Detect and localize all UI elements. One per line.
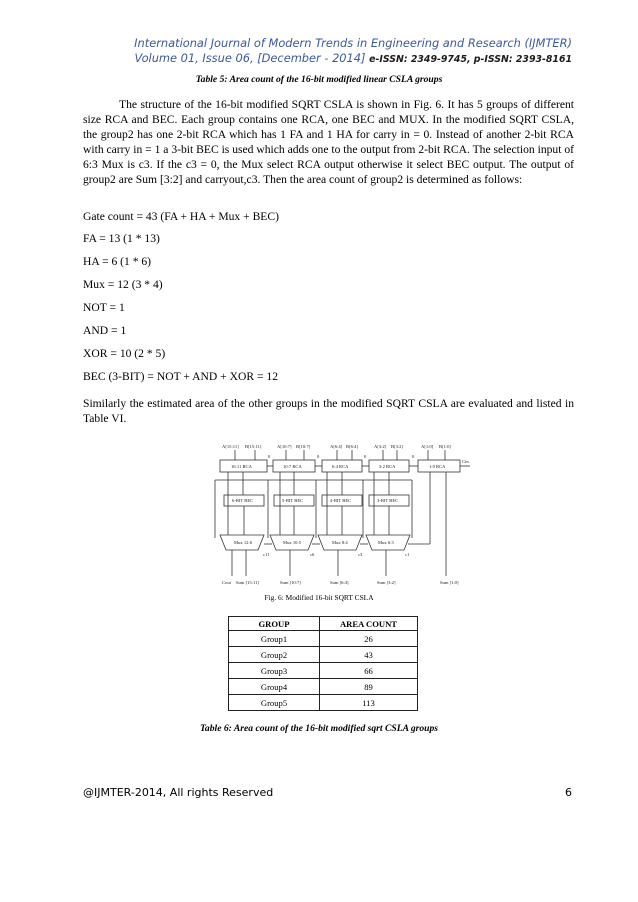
mux-label: Mux 12:6 <box>234 540 252 545</box>
input-label: B[15:11] <box>245 444 262 449</box>
input-label: A[15:11] <box>222 444 239 449</box>
output-label: Sum [1:0] <box>440 580 459 585</box>
mux-label: Mux 10:5 <box>283 540 301 545</box>
rca-label: 16:11 RCA <box>231 464 252 469</box>
table-row <box>229 647 418 663</box>
table-row <box>229 663 418 679</box>
body-paragraph-2: Similarly the estimated area of the other groups in the modified SQRT CSLA are evaluated and listed in Table VI. <box>83 397 574 426</box>
group-cell: Group5 <box>229 695 320 711</box>
output-label: Sum [6:4] <box>330 580 349 585</box>
output-label: Sum [3:2] <box>377 580 396 585</box>
carry-label: c11 <box>263 552 270 557</box>
cin-label: Cin <box>462 459 469 464</box>
input-label: A[3:2] <box>374 444 387 449</box>
area-count-table <box>228 616 418 711</box>
page-footer <box>83 786 572 799</box>
equation-gate-count: Gate count = 43 (FA + HA + Mux + BEC) <box>83 210 279 223</box>
bec-label: 3-BIT BEC <box>377 498 399 503</box>
area-cell: 113 <box>320 695 418 711</box>
table-row <box>229 679 418 695</box>
output-label: Cout <box>222 580 231 585</box>
issn-info: e-ISSN: 2349-9745, p-ISSN: 2393-8161 <box>369 54 572 65</box>
bec-label: 6-BIT BEC <box>232 498 254 503</box>
area-cell: 89 <box>320 679 418 695</box>
carry-label: c3 <box>358 552 363 557</box>
equation-mux: Mux = 12 (3 * 4) <box>83 278 163 291</box>
equation-ha: HA = 6 (1 * 6) <box>83 255 152 268</box>
table-row <box>229 631 418 647</box>
input-label: B[6:4] <box>346 444 358 449</box>
group-cell: Group3 <box>229 663 320 679</box>
group-cell: Group4 <box>229 679 320 695</box>
group-cell: Group1 <box>229 631 320 647</box>
input-label: A[6:4] <box>330 444 343 449</box>
page-number: 6 <box>565 786 572 799</box>
equation-fa: FA = 13 (1 * 13) <box>83 232 160 245</box>
output-label: Sum [10:7] <box>280 580 301 585</box>
input-label: B[1:0] <box>439 444 451 449</box>
bec-label: 4-BIT BEC <box>330 498 352 503</box>
journal-title: International Journal of Modern Trends in Engineering and Research (IJMTER) <box>134 36 572 50</box>
bec-label: 5-BIT BEC <box>282 498 304 503</box>
rca-label: 1:0 RCA <box>429 464 446 469</box>
output-label: Sum [15:11] <box>236 580 259 585</box>
area-cell: 26 <box>320 631 418 647</box>
rca-label: 6:4 RCA <box>332 464 349 469</box>
equation-bec: BEC (3-BIT) = NOT + AND + XOR = 12 <box>83 370 279 383</box>
input-label: A[10:7] <box>277 444 292 449</box>
rca-label: 10:7 RCA <box>283 464 302 469</box>
copyright-text: @IJMTER-2014, All rights Reserved <box>83 786 274 799</box>
input-label: B[3:2] <box>391 444 403 449</box>
rca-label: 3:2 RCA <box>379 464 396 469</box>
input-label: A[1:0] <box>421 444 434 449</box>
area-cell: 66 <box>320 663 418 679</box>
table-header-row <box>229 617 418 631</box>
carry-label: c6 <box>310 552 315 557</box>
volume-info: Volume 01, Issue 06, [December - 2014] <box>134 51 366 65</box>
sqrt-csla-diagram <box>0 438 638 598</box>
mux-label: Mux 6:3 <box>378 540 394 545</box>
table5-caption: Table 5: Area count of the 16-bit modified linear CSLA groups <box>195 74 443 85</box>
figure6-caption: Fig. 6: Modified 16-bit SQRT CSLA <box>264 593 374 602</box>
carry-label: c1 <box>405 552 410 557</box>
zero-label: 0 <box>268 454 271 459</box>
column-header: AREA COUNT <box>320 617 418 631</box>
input-label: B[10:7] <box>296 444 311 449</box>
equation-not: NOT = 1 <box>83 301 125 314</box>
table6-caption: Table 6: Area count of the 16-bit modified sqrt CSLA groups <box>199 723 439 734</box>
group-cell: Group2 <box>229 647 320 663</box>
zero-label: 0 <box>364 454 367 459</box>
area-cell: 43 <box>320 647 418 663</box>
volume-issn-line <box>134 51 572 67</box>
body-paragraph-1: The structure of the 16-bit modified SQRT CSLA is shown in Fig. 6. It has 5 groups of different size RCA and BEC. Each group contains one RCA, one BEC and MUX. In the modified SQRT CSLA, the group2 has one 2-bit RCA which has 1 FA and 1 HA for carry in = 0. Instead of another 2-bit RCA with carry in = 1 a 3-bit BEC is used which adds one to the output from 2-bit RCA. The selection input of 6:3 Mux is c3. If the c3 = 0, the Mux select RCA output otherwise it select BEC output. The output of group2 are Sum [3:2] and carryout,c3. Then the area count of group2 is determined as follows: <box>83 98 574 187</box>
equation-xor: XOR = 10 (2 * 5) <box>83 347 166 360</box>
zero-label: 0 <box>412 454 415 459</box>
column-header: GROUP <box>229 617 320 631</box>
zero-label: 0 <box>317 454 320 459</box>
mux-label: Mux 8:4 <box>332 540 348 545</box>
equation-and: AND = 1 <box>83 324 127 337</box>
table-row <box>229 695 418 711</box>
